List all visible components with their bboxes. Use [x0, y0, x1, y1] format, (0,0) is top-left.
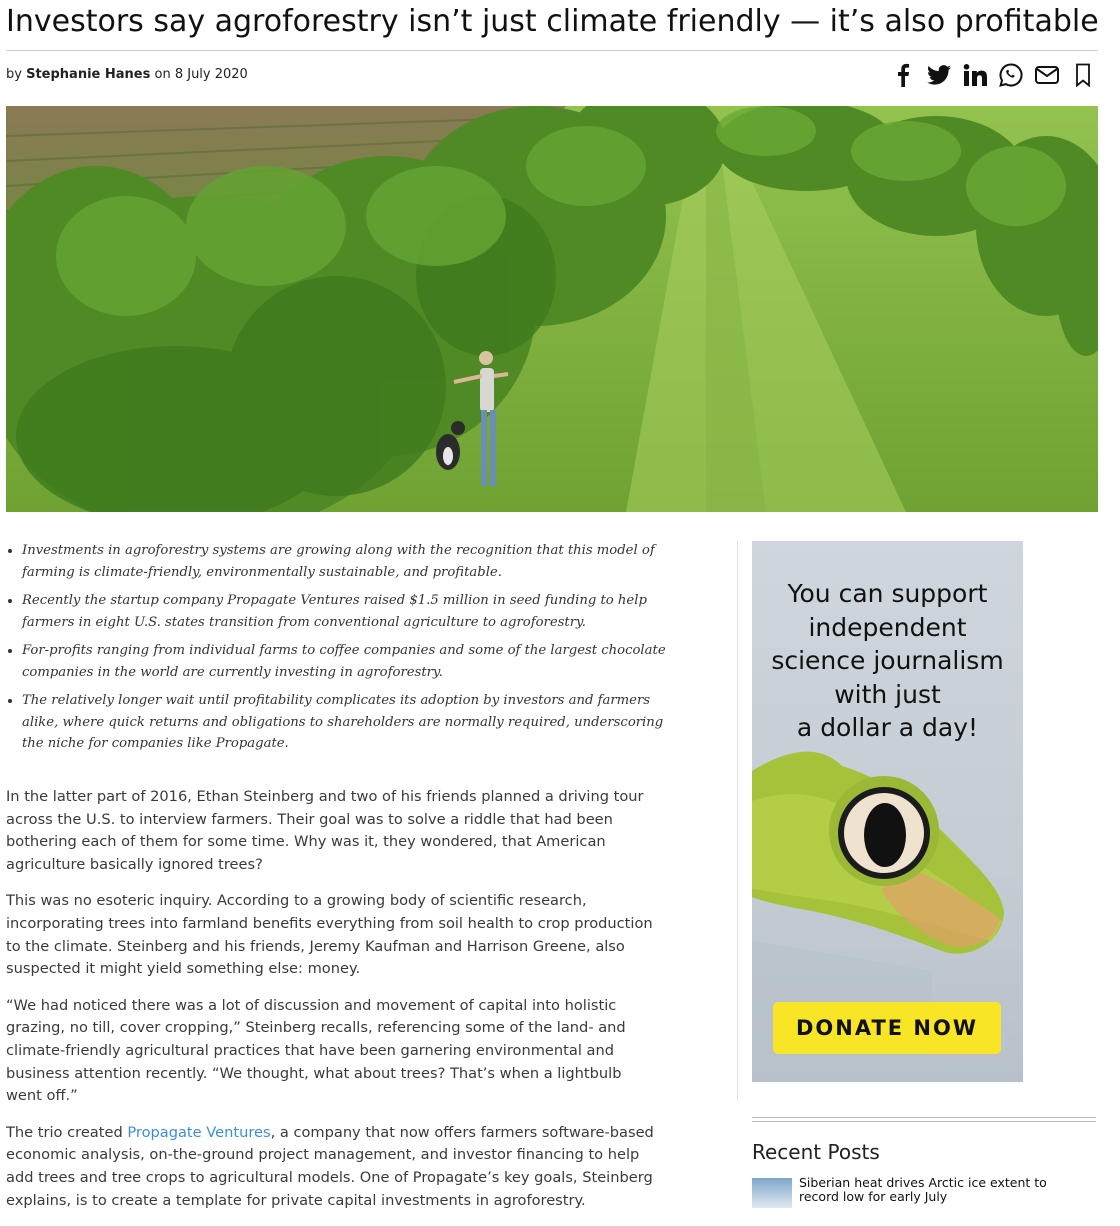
twitter-icon[interactable] [926, 62, 952, 88]
paragraph: “We had noticed there was a lot of discussion and movement of capital into holistic grazing, no till, cover cropping,” Steinberg recalls, referencing some of the land- and climate-friendly agricultural practices that have been garnering environmental and business attention recently. “We thought, what about trees? That’s when a lightbulb went off.” [6, 996, 626, 1105]
donation-ad[interactable] [752, 541, 1023, 1082]
paragraph: This was no esoteric inquiry. According to a growing body of scientific research, incorporating trees into farmland benefits everything from soil health to crop production to the climate. Steinberg and his friends, Jeremy Kaufman and Harrison Greene, also suspected it might yield something else: money. [6, 892, 653, 978]
recent-posts-heading: Recent Posts [752, 1140, 880, 1164]
linkedin-icon[interactable] [962, 62, 988, 88]
recent-post-thumbnail[interactable] [752, 1178, 792, 1208]
key-point: • Investments in agroforestry systems are growing along with the recognition that this model of farming is climate-friendly, environmentally sustainable, and profitable. [22, 540, 672, 583]
agroforestry-photo [6, 106, 1098, 512]
article-body [6, 786, 656, 1226]
propagate-ventures-link[interactable]: Propagate Ventures [127, 1123, 271, 1141]
divider [752, 1121, 1096, 1122]
recent-post-link[interactable]: Siberian heat drives Arctic ice extent to record low for early July [799, 1175, 1047, 1204]
share-bar [890, 62, 1096, 88]
key-point: • Recently the startup company Propagate Ventures raised $1.5 million in seed funding to help farmers in eight U.S. states transition from conventional agriculture to agroforestry. [22, 590, 672, 633]
ad-message: You can support independent science journalism with just a dollar a day! [771, 579, 1004, 742]
key-point: • For-profits ranging from individual farms to coffee companies and some of the largest chocolate companies in the world are currently investing in agroforestry. [22, 640, 672, 683]
bookmark-icon[interactable] [1070, 62, 1096, 88]
byline: by Stephanie Hanes on 8 July 2020 [6, 67, 248, 82]
column-divider [737, 541, 738, 1101]
paragraph: In the latter part of 2016, Ethan Steinberg and two of his friends planned a driving tour across the U.S. to interview farmers. Their goal was to solve a riddle that had been bothering each of them for some time. Why was it, they wondered, that American agriculture basically ignored trees? [6, 788, 644, 873]
facebook-icon[interactable] [890, 62, 916, 88]
author-name[interactable]: Stephanie Hanes [26, 67, 151, 82]
hero-image [6, 106, 1098, 512]
paragraph: The trio created Propagate Ventures, a company that now offers farmers software-based economic analysis, on-the-ground project management, and investor financing to help add trees and tree crops to agricultural models. One of Propagate’s key goals, Steinberg explains, is to create a template for private capital investments in agroforestry. [6, 1123, 654, 1209]
email-icon[interactable] [1034, 62, 1060, 88]
donate-now-button[interactable]: DONATE NOW [773, 1002, 1001, 1054]
key-points-list [6, 540, 672, 762]
whatsapp-icon[interactable] [998, 62, 1024, 88]
divider [6, 50, 1098, 51]
divider [752, 1117, 1096, 1118]
article-title: Investors say agroforestry isn’t just climate friendly — it’s also profitable [6, 4, 1099, 39]
key-point: • The relatively longer wait until profitability complicates its adoption by investors and farmers alike, where quick returns and obligations to shareholders are normally required, underscoring the niche for companies like Propagate. [22, 690, 672, 755]
publish-date: 8 July 2020 [174, 67, 248, 82]
